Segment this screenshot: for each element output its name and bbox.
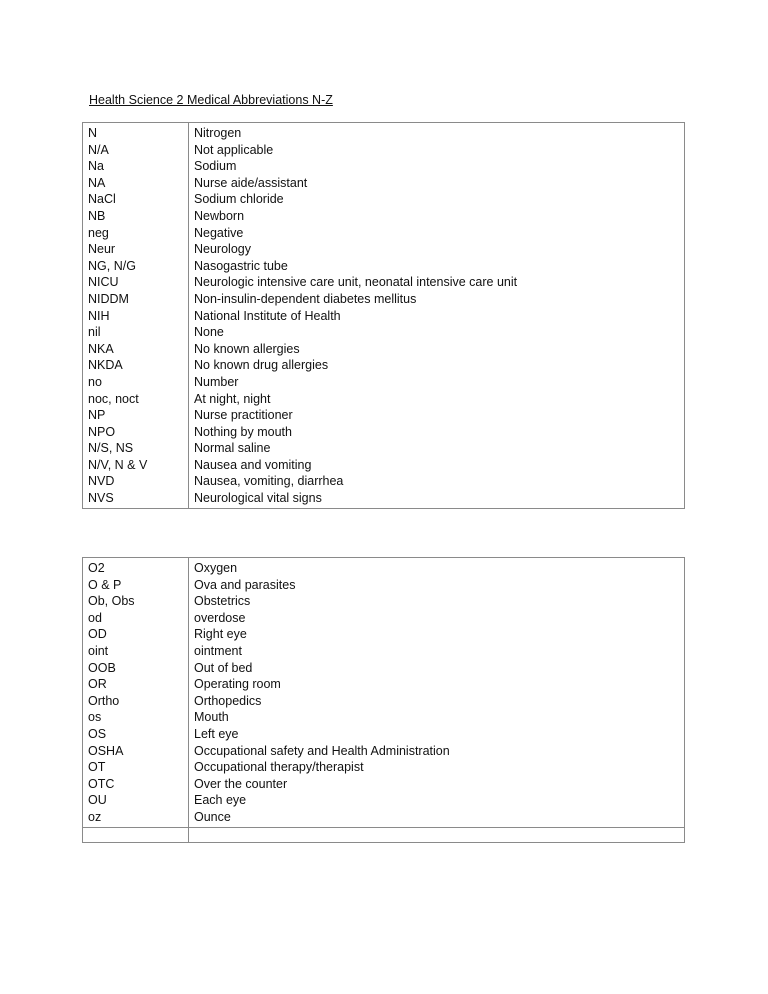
abbreviations-table-n: [82, 122, 685, 509]
empty-abbreviation-cell: [83, 827, 189, 842]
abbreviation-cell: N N/A Na NA NaCl NB neg Neur NG, N/G NICU NIDDM NIH nil NKA NKDA no noc, noct NP NPO N/S, NS N/V, N & V NVD NVS: [83, 123, 189, 509]
empty-row: [83, 827, 685, 842]
page-title: Health Science 2 Medical Abbreviations N-Z: [89, 93, 333, 107]
table-row: [83, 123, 685, 509]
abbreviations-table-o: [82, 557, 685, 843]
meaning-cell: Oxygen Ova and parasites Obstetrics overdose Right eye ointment Out of bed Operating room Orthopedics Mouth Left eye Occupational safety and Health Administration Occupational therapy/therapist Over the counter Each eye Ounce: [189, 558, 685, 828]
abbreviation-cell: O2 O & P Ob, Obs od OD oint OOB OR Ortho os OS OSHA OT OTC OU oz: [83, 558, 189, 828]
empty-meaning-cell: [189, 827, 685, 842]
table-row: [83, 558, 685, 828]
meaning-cell: Nitrogen Not applicable Sodium Nurse aide/assistant Sodium chloride Newborn Negative Neurology Nasogastric tube Neurologic intensive care unit, neonatal intensive care unit Non-insulin-dependent diabetes mellitus National Institute of Health None No known allergies No known drug allergies Number At night, night Nurse practitioner Nothing by mouth Normal saline Nausea and vomiting Nausea, vomiting, diarrhea Neurological vital signs: [189, 123, 685, 509]
